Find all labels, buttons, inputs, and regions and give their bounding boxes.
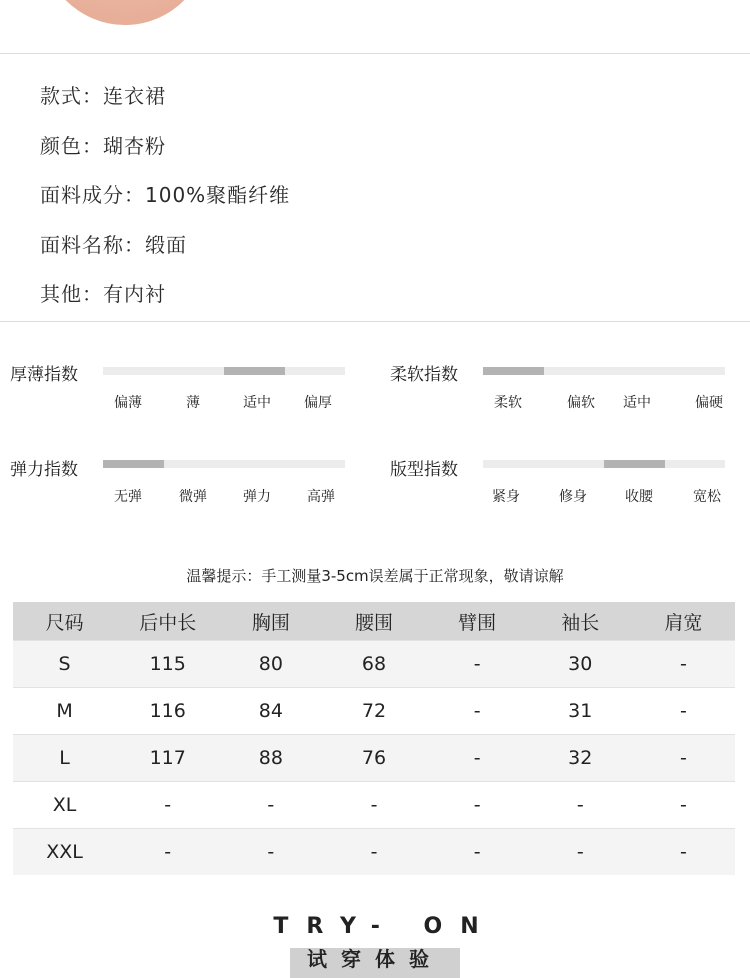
table-cell: 32 (529, 735, 632, 782)
table-cell: XXL (13, 829, 116, 876)
table-cell: - (426, 688, 529, 735)
table-cell: - (426, 641, 529, 688)
index-option: 宽松 (693, 489, 721, 505)
index-option: 适中 (623, 395, 651, 411)
size-table (13, 602, 735, 875)
index-bar-softness (483, 367, 725, 375)
header-cell: 腰围 (322, 602, 425, 641)
divider (0, 53, 750, 54)
index-option: 偏硬 (695, 395, 723, 411)
index-label-fit: 版型指数 (390, 460, 458, 480)
table-cell: 116 (116, 688, 219, 735)
table-cell: - (426, 735, 529, 782)
table-cell: 76 (322, 735, 425, 782)
table-cell: M (13, 688, 116, 735)
index-option: 偏厚 (304, 395, 332, 411)
header-cell: 尺码 (13, 602, 116, 641)
table-cell: 84 (219, 688, 322, 735)
index-marker (103, 460, 164, 468)
index-option: 无弹 (114, 489, 142, 505)
index-option: 偏薄 (114, 395, 142, 411)
divider (0, 321, 750, 322)
index-bar-thickness (103, 367, 345, 375)
product-photo (40, 0, 210, 25)
index-bar-elasticity (103, 460, 345, 468)
index-option: 紧身 (492, 489, 520, 505)
index-option: 薄 (186, 395, 200, 411)
header-cell: 肩宽 (632, 602, 735, 641)
index-marker (604, 460, 665, 468)
table-cell: - (529, 782, 632, 829)
index-option: 柔软 (494, 395, 522, 411)
spec-other: 其他：有内衬 (40, 282, 166, 306)
index-marker (483, 367, 544, 375)
table-cell: 31 (529, 688, 632, 735)
table-cell: S (13, 641, 116, 688)
measurement-tip: 温馨提示：手工测量3-5cm误差属于正常现象，敬请谅解 (186, 567, 564, 585)
table-row (13, 688, 735, 735)
header-cell: 臂围 (426, 602, 529, 641)
index-bar-fit (483, 460, 725, 468)
spec-fabric-name: 面料名称：缎面 (40, 233, 187, 257)
index-option: 微弹 (179, 489, 207, 505)
table-cell: L (13, 735, 116, 782)
spec-style: 款式：连衣裙 (40, 84, 166, 108)
table-row (13, 782, 735, 829)
try-on-title: TRY- ON (273, 914, 497, 939)
table-cell: 88 (219, 735, 322, 782)
size-table-header (13, 602, 735, 641)
table-cell: - (632, 688, 735, 735)
table-row (13, 641, 735, 688)
header-cell: 胸围 (219, 602, 322, 641)
table-cell: 80 (219, 641, 322, 688)
table-cell: - (632, 735, 735, 782)
index-label-thickness: 厚薄指数 (10, 365, 78, 385)
table-cell: - (529, 829, 632, 876)
index-option: 收腰 (625, 489, 653, 505)
table-cell: - (426, 829, 529, 876)
table-cell: - (219, 829, 322, 876)
table-cell: 117 (116, 735, 219, 782)
table-cell: 72 (322, 688, 425, 735)
index-label-elasticity: 弹力指数 (10, 460, 78, 480)
table-cell: - (632, 641, 735, 688)
table-cell: 115 (116, 641, 219, 688)
index-option: 弹力 (243, 489, 271, 505)
table-cell: - (116, 782, 219, 829)
table-cell: - (632, 782, 735, 829)
header-cell: 后中长 (116, 602, 219, 641)
index-option: 适中 (243, 395, 271, 411)
index-option: 偏软 (567, 395, 595, 411)
table-cell: - (322, 829, 425, 876)
try-on-subtitle: 试穿体验 (290, 948, 460, 978)
table-cell: 30 (529, 641, 632, 688)
spec-fabric-composition: 面料成分：100%聚酯纤维 (40, 183, 291, 207)
index-option: 高弹 (307, 489, 335, 505)
index-option: 修身 (559, 489, 587, 505)
table-cell: - (426, 782, 529, 829)
header-cell: 袖长 (529, 602, 632, 641)
table-cell: - (322, 782, 425, 829)
table-cell: XL (13, 782, 116, 829)
table-cell: 68 (322, 641, 425, 688)
table-cell: - (219, 782, 322, 829)
table-row (13, 735, 735, 782)
table-cell: - (116, 829, 219, 876)
table-row (13, 829, 735, 876)
table-cell: - (632, 829, 735, 876)
index-label-softness: 柔软指数 (390, 365, 458, 385)
spec-color: 颜色：瑚杏粉 (40, 134, 166, 158)
index-marker (224, 367, 285, 375)
